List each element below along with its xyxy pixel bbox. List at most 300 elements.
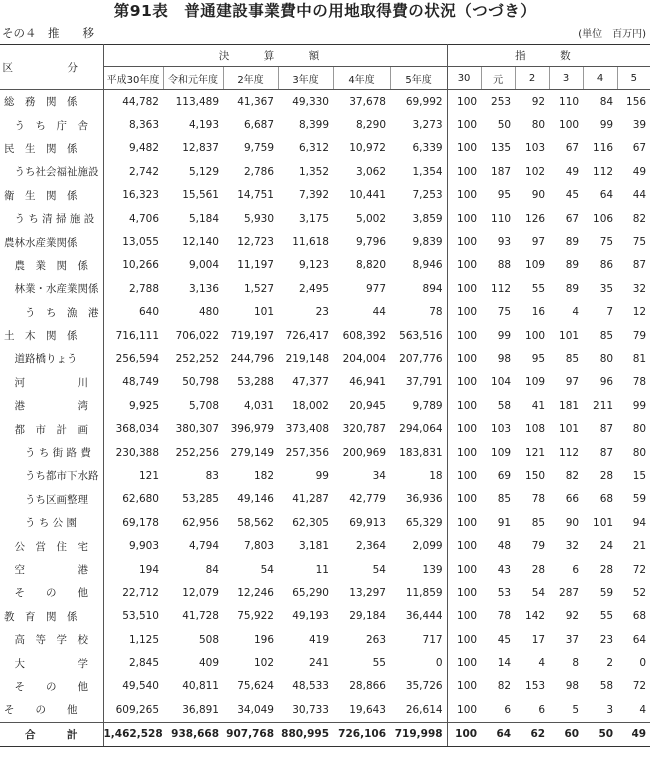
amount-cell: 368,034	[115, 423, 159, 436]
index-cell: 37	[565, 633, 580, 646]
amount-cell: 11,197	[237, 259, 274, 272]
index-cell: 100	[457, 586, 478, 599]
amount-cell: 41,287	[292, 493, 329, 506]
header-index-year: 元	[481, 67, 515, 90]
index-cell: 90	[531, 189, 546, 202]
index-cell: 108	[525, 423, 546, 436]
amount-cell: 41,367	[237, 95, 274, 108]
amount-cell: 8,290	[355, 119, 386, 132]
amount-cell: 706,022	[175, 329, 219, 342]
index-cell: 99	[632, 399, 647, 412]
index-cell: 100	[457, 703, 478, 716]
row-label: う ち 漁 港	[0, 301, 103, 324]
index-cell: 100	[457, 493, 478, 506]
amount-cell: 4,031	[243, 399, 274, 412]
header-index-year: 3	[549, 67, 583, 90]
amount-cell: 5,002	[355, 212, 386, 225]
index-cell: 14	[497, 657, 512, 670]
index-cell: 0	[639, 657, 647, 670]
amount-cell: 139	[390, 558, 447, 581]
index-cell: 43	[497, 563, 512, 576]
amount-cell: 8,946	[390, 254, 447, 277]
index-cell: 8	[572, 657, 580, 670]
amount-cell: 37,791	[390, 371, 447, 394]
amount-cell: 34	[372, 469, 386, 482]
page-title: 第91表 普通建設事業費中の用地取得費の状況（つづき）	[113, 2, 537, 20]
amount-cell: 6,312	[298, 142, 329, 155]
index-cell: 116	[593, 142, 614, 155]
index-cell: 82	[497, 680, 512, 693]
amount-cell: 938,668	[163, 722, 223, 746]
index-cell: 100	[457, 423, 478, 436]
amount-cell: 263	[365, 633, 386, 646]
index-cell: 100	[457, 329, 478, 342]
index-cell: 75	[599, 236, 614, 249]
index-cell: 80	[531, 119, 546, 132]
amount-cell: 53,285	[182, 493, 219, 506]
index-cell: 91	[497, 516, 512, 529]
index-cell: 3	[606, 703, 614, 716]
index-cell: 78	[497, 610, 512, 623]
index-cell: 100	[457, 189, 478, 202]
index-cell: 50	[583, 722, 617, 746]
index-cell: 101	[559, 423, 580, 436]
table-row	[0, 301, 650, 324]
table-row	[0, 277, 650, 300]
index-cell: 82	[632, 212, 647, 225]
index-cell: 101	[559, 329, 580, 342]
index-cell: 97	[565, 376, 580, 389]
header-year: 3年度	[278, 67, 333, 90]
index-cell: 6	[504, 703, 512, 716]
index-cell: 89	[565, 236, 580, 249]
amount-cell: 75,624	[237, 680, 274, 693]
amount-cell: 7,392	[298, 189, 329, 202]
amount-cell: 2,364	[355, 540, 386, 553]
amount-cell: 62,305	[292, 516, 329, 529]
index-cell: 45	[497, 633, 512, 646]
amount-cell: 44,782	[122, 95, 159, 108]
amount-cell: 53,288	[237, 376, 274, 389]
table-row	[0, 605, 650, 628]
index-cell: 153	[525, 680, 546, 693]
table-row	[0, 90, 650, 114]
amount-cell: 717	[390, 628, 447, 651]
amount-cell: 65,329	[390, 511, 447, 534]
amount-cell: 9,123	[298, 259, 329, 272]
amount-cell: 12,837	[182, 142, 219, 155]
amount-cell: 48,533	[292, 680, 329, 693]
index-cell: 15	[632, 469, 647, 482]
row-label: 港 湾	[0, 394, 103, 417]
amount-cell: 880,995	[278, 722, 333, 746]
row-label: 河 川	[0, 371, 103, 394]
row-label: 合 計	[0, 722, 103, 746]
index-cell: 69	[497, 469, 512, 482]
amount-cell: 5,930	[243, 212, 274, 225]
index-cell: 112	[559, 446, 580, 459]
index-cell: 4	[538, 657, 546, 670]
amount-cell: 2,786	[243, 165, 274, 178]
index-cell: 100	[447, 722, 481, 746]
amount-cell: 101	[253, 306, 274, 319]
amount-cell: 608,392	[342, 329, 386, 342]
amount-cell: 2,788	[128, 282, 159, 295]
table-row	[0, 698, 650, 722]
amount-cell: 279,149	[230, 446, 274, 459]
amount-cell: 5,708	[188, 399, 219, 412]
index-cell: 211	[593, 399, 614, 412]
amount-cell: 29,184	[349, 610, 386, 623]
index-cell: 109	[525, 376, 546, 389]
row-label: そ の 他	[0, 581, 103, 604]
amount-cell: 419	[308, 633, 329, 646]
index-cell: 23	[599, 633, 614, 646]
index-cell: 4	[639, 703, 647, 716]
amount-cell: 1,462,528	[103, 722, 163, 746]
table-row	[0, 534, 650, 557]
index-cell: 112	[491, 282, 512, 295]
index-cell: 75	[632, 236, 647, 249]
index-cell: 100	[457, 469, 478, 482]
amount-cell: 18,002	[292, 399, 329, 412]
amount-cell: 1,352	[298, 165, 329, 178]
index-cell: 100	[457, 306, 478, 319]
amount-cell: 8,820	[355, 259, 386, 272]
index-cell: 103	[491, 423, 512, 436]
index-cell: 67	[632, 142, 647, 155]
index-cell: 7	[606, 306, 614, 319]
index-cell: 28	[531, 563, 546, 576]
table-row	[0, 184, 650, 207]
amount-cell: 244,796	[230, 352, 274, 365]
amount-cell: 200,969	[342, 446, 386, 459]
amount-cell: 9,482	[128, 142, 159, 155]
row-label: 農林水産業関係	[0, 230, 103, 253]
table-row	[0, 371, 650, 394]
index-cell: 49	[565, 165, 580, 178]
amount-cell: 10,972	[349, 142, 386, 155]
index-cell: 92	[565, 610, 580, 623]
amount-cell: 2,099	[390, 534, 447, 557]
index-cell: 55	[599, 610, 614, 623]
amount-cell: 49,540	[122, 680, 159, 693]
table-row	[0, 113, 650, 136]
amount-cell: 9,903	[128, 540, 159, 553]
index-cell: 5	[572, 703, 580, 716]
index-cell: 17	[531, 633, 546, 646]
amount-cell: 12,079	[182, 586, 219, 599]
amount-cell: 16,323	[122, 189, 159, 202]
index-cell: 24	[599, 540, 614, 553]
index-cell: 48	[497, 540, 512, 553]
row-label: 農 業 関 係	[0, 254, 103, 277]
amount-cell: 3,062	[355, 165, 386, 178]
header-year: 2年度	[223, 67, 278, 90]
amount-cell: 9,925	[128, 399, 159, 412]
row-label: う ち 街 路 費	[0, 441, 103, 464]
amount-cell: 609,265	[115, 703, 159, 716]
index-cell: 100	[457, 680, 478, 693]
amount-cell: 36,444	[390, 605, 447, 628]
amount-cell: 409	[198, 657, 219, 670]
table-row	[0, 581, 650, 604]
index-cell: 44	[632, 189, 647, 202]
row-label: う ち 清 掃 施 設	[0, 207, 103, 230]
index-cell: 49	[617, 722, 650, 746]
index-cell: 156	[626, 95, 647, 108]
amount-cell: 58,562	[237, 516, 274, 529]
amount-cell: 726,106	[333, 722, 390, 746]
header-index-year: 4	[583, 67, 617, 90]
amount-cell: 3,859	[390, 207, 447, 230]
amount-cell: 320,787	[342, 423, 386, 436]
amount-cell: 196	[253, 633, 274, 646]
amount-cell: 84	[205, 563, 219, 576]
amount-cell: 37,678	[349, 95, 386, 108]
table-row	[0, 464, 650, 487]
index-cell: 62	[515, 722, 549, 746]
header-kubun: 区 分	[0, 45, 103, 90]
index-cell: 28	[599, 469, 614, 482]
row-label: 土 木 関 係	[0, 324, 103, 347]
index-cell: 102	[525, 165, 546, 178]
index-cell: 45	[565, 189, 580, 202]
index-cell: 85	[497, 493, 512, 506]
index-cell: 80	[632, 423, 647, 436]
index-cell: 187	[491, 165, 512, 178]
amount-cell: 19,643	[349, 703, 386, 716]
index-cell: 28	[599, 563, 614, 576]
row-label: そ の 他	[0, 675, 103, 698]
index-cell: 287	[559, 586, 580, 599]
amount-cell: 257,356	[285, 446, 329, 459]
table-row	[0, 511, 650, 534]
index-cell: 72	[632, 563, 647, 576]
amount-cell: 508	[198, 633, 219, 646]
index-cell: 100	[457, 259, 478, 272]
index-cell: 98	[497, 352, 512, 365]
index-cell: 60	[549, 722, 583, 746]
index-cell: 100	[457, 165, 478, 178]
index-cell: 100	[457, 142, 478, 155]
amount-cell: 4,794	[188, 540, 219, 553]
index-cell: 100	[457, 446, 478, 459]
header-index-year: 30	[447, 67, 481, 90]
index-cell: 72	[632, 680, 647, 693]
row-label: 公 営 住 宅	[0, 534, 103, 557]
amount-cell: 54	[260, 563, 274, 576]
index-cell: 100	[559, 119, 580, 132]
row-label: う ち 公 園	[0, 511, 103, 534]
index-cell: 54	[531, 586, 546, 599]
amount-cell: 54	[372, 563, 386, 576]
amount-cell: 14,751	[237, 189, 274, 202]
amount-cell: 78	[390, 301, 447, 324]
table-row	[0, 441, 650, 464]
amount-cell: 62,956	[182, 516, 219, 529]
amount-cell: 563,516	[390, 324, 447, 347]
amount-cell: 20,945	[349, 399, 386, 412]
amount-cell: 35,726	[390, 675, 447, 698]
data-table	[0, 44, 650, 747]
index-cell: 100	[457, 282, 478, 295]
index-cell: 112	[593, 165, 614, 178]
amount-cell: 9,789	[390, 394, 447, 417]
row-label: うち都市下水路	[0, 464, 103, 487]
index-cell: 126	[525, 212, 546, 225]
amount-cell: 102	[253, 657, 274, 670]
amount-cell: 69,913	[349, 516, 386, 529]
amount-cell: 1,527	[243, 282, 274, 295]
amount-cell: 230,388	[115, 446, 159, 459]
amount-cell: 15,561	[182, 189, 219, 202]
index-cell: 59	[632, 493, 647, 506]
amount-cell: 113,489	[175, 95, 219, 108]
amount-cell: 99	[315, 469, 329, 482]
index-cell: 100	[457, 516, 478, 529]
table-row	[0, 651, 650, 674]
index-cell: 75	[497, 306, 512, 319]
row-label: 空 港	[0, 558, 103, 581]
amount-cell: 47,377	[292, 376, 329, 389]
table-row	[0, 207, 650, 230]
amount-cell: 719,998	[390, 722, 447, 746]
amount-cell: 23	[315, 306, 329, 319]
amount-cell: 55	[372, 657, 386, 670]
amount-cell: 907,768	[223, 722, 278, 746]
header-year: 5年度	[390, 67, 447, 90]
index-cell: 100	[457, 352, 478, 365]
amount-cell: 5,184	[188, 212, 219, 225]
index-cell: 78	[531, 493, 546, 506]
table-row	[0, 347, 650, 370]
amount-cell: 396,979	[230, 423, 274, 436]
index-cell: 59	[599, 586, 614, 599]
index-cell: 49	[632, 165, 647, 178]
amount-cell: 36,936	[390, 488, 447, 511]
index-cell: 67	[565, 212, 580, 225]
index-cell: 80	[599, 352, 614, 365]
amount-cell: 13,297	[349, 586, 386, 599]
amount-cell: 183,831	[390, 441, 447, 464]
index-cell: 94	[632, 516, 647, 529]
amount-cell: 69,178	[122, 516, 159, 529]
amount-cell: 36,891	[182, 703, 219, 716]
amount-cell: 9,759	[243, 142, 274, 155]
amount-cell: 252,256	[175, 446, 219, 459]
table-row	[0, 160, 650, 183]
index-cell: 66	[565, 493, 580, 506]
header-index-year: 2	[515, 67, 549, 90]
amount-cell: 42,779	[349, 493, 386, 506]
amount-cell: 219,148	[285, 352, 329, 365]
index-cell: 78	[632, 376, 647, 389]
row-label: 道路橋りょう	[0, 347, 103, 370]
index-cell: 87	[599, 446, 614, 459]
index-cell: 4	[572, 306, 580, 319]
amount-cell: 3,175	[298, 212, 329, 225]
amount-cell: 12,140	[182, 236, 219, 249]
index-cell: 95	[497, 189, 512, 202]
index-cell: 32	[632, 282, 647, 295]
amount-cell: 194	[138, 563, 159, 576]
amount-cell: 8,363	[128, 119, 159, 132]
index-cell: 106	[593, 212, 614, 225]
index-cell: 6	[538, 703, 546, 716]
index-cell: 100	[457, 236, 478, 249]
amount-cell: 9,004	[188, 259, 219, 272]
amount-cell: 13,055	[122, 236, 159, 249]
amount-cell: 62,680	[122, 493, 159, 506]
amount-cell: 28,866	[349, 680, 386, 693]
amount-cell: 46,941	[349, 376, 386, 389]
amount-cell: 480	[198, 306, 219, 319]
amount-cell: 716,111	[115, 329, 159, 342]
index-cell: 92	[531, 95, 546, 108]
amount-cell: 241	[308, 657, 329, 670]
amount-cell: 11	[315, 563, 329, 576]
index-cell: 80	[632, 446, 647, 459]
amount-cell: 182	[253, 469, 274, 482]
index-cell: 100	[525, 329, 546, 342]
amount-cell: 3,181	[298, 540, 329, 553]
row-label: うち社会福祉施設	[0, 160, 103, 183]
index-cell: 87	[632, 259, 647, 272]
amount-cell: 10,266	[122, 259, 159, 272]
index-cell: 142	[525, 610, 546, 623]
amount-cell: 48,749	[122, 376, 159, 389]
index-cell: 2	[606, 657, 614, 670]
row-label: 教 育 関 係	[0, 605, 103, 628]
index-cell: 90	[565, 516, 580, 529]
header-year: 令和元年度	[163, 67, 223, 90]
section-subtitle: その４ 推 移	[2, 26, 94, 40]
index-cell: 253	[491, 95, 512, 108]
amount-cell: 204,004	[342, 352, 386, 365]
amount-cell: 6,339	[390, 137, 447, 160]
header-year: 平成30年度	[103, 67, 163, 90]
table-row	[0, 722, 650, 746]
amount-cell: 22,712	[122, 586, 159, 599]
index-cell: 12	[632, 306, 647, 319]
index-cell: 110	[491, 212, 512, 225]
index-cell: 21	[632, 540, 647, 553]
table-row	[0, 675, 650, 698]
amount-cell: 9,839	[390, 230, 447, 253]
index-cell: 85	[531, 516, 546, 529]
amount-cell: 41,728	[182, 610, 219, 623]
index-cell: 109	[525, 259, 546, 272]
index-cell: 101	[593, 516, 614, 529]
row-label: 衛 生 関 係	[0, 184, 103, 207]
amount-cell: 726,417	[285, 329, 329, 342]
amount-cell: 2,845	[128, 657, 159, 670]
row-label: う ち 庁 舎	[0, 113, 103, 136]
row-label: 都 市 計 画	[0, 417, 103, 440]
header-index-year: 5	[617, 67, 650, 90]
table-row	[0, 137, 650, 160]
header-shisu: 指 数	[447, 45, 650, 67]
row-label: 林業・水産業関係	[0, 277, 103, 300]
header-kessan: 決 算 額	[103, 45, 447, 67]
index-cell: 87	[599, 423, 614, 436]
amount-cell: 11,618	[292, 236, 329, 249]
index-cell: 86	[599, 259, 614, 272]
amount-cell: 640	[138, 306, 159, 319]
amount-cell: 34,049	[237, 703, 274, 716]
amount-cell: 719,197	[230, 329, 274, 342]
